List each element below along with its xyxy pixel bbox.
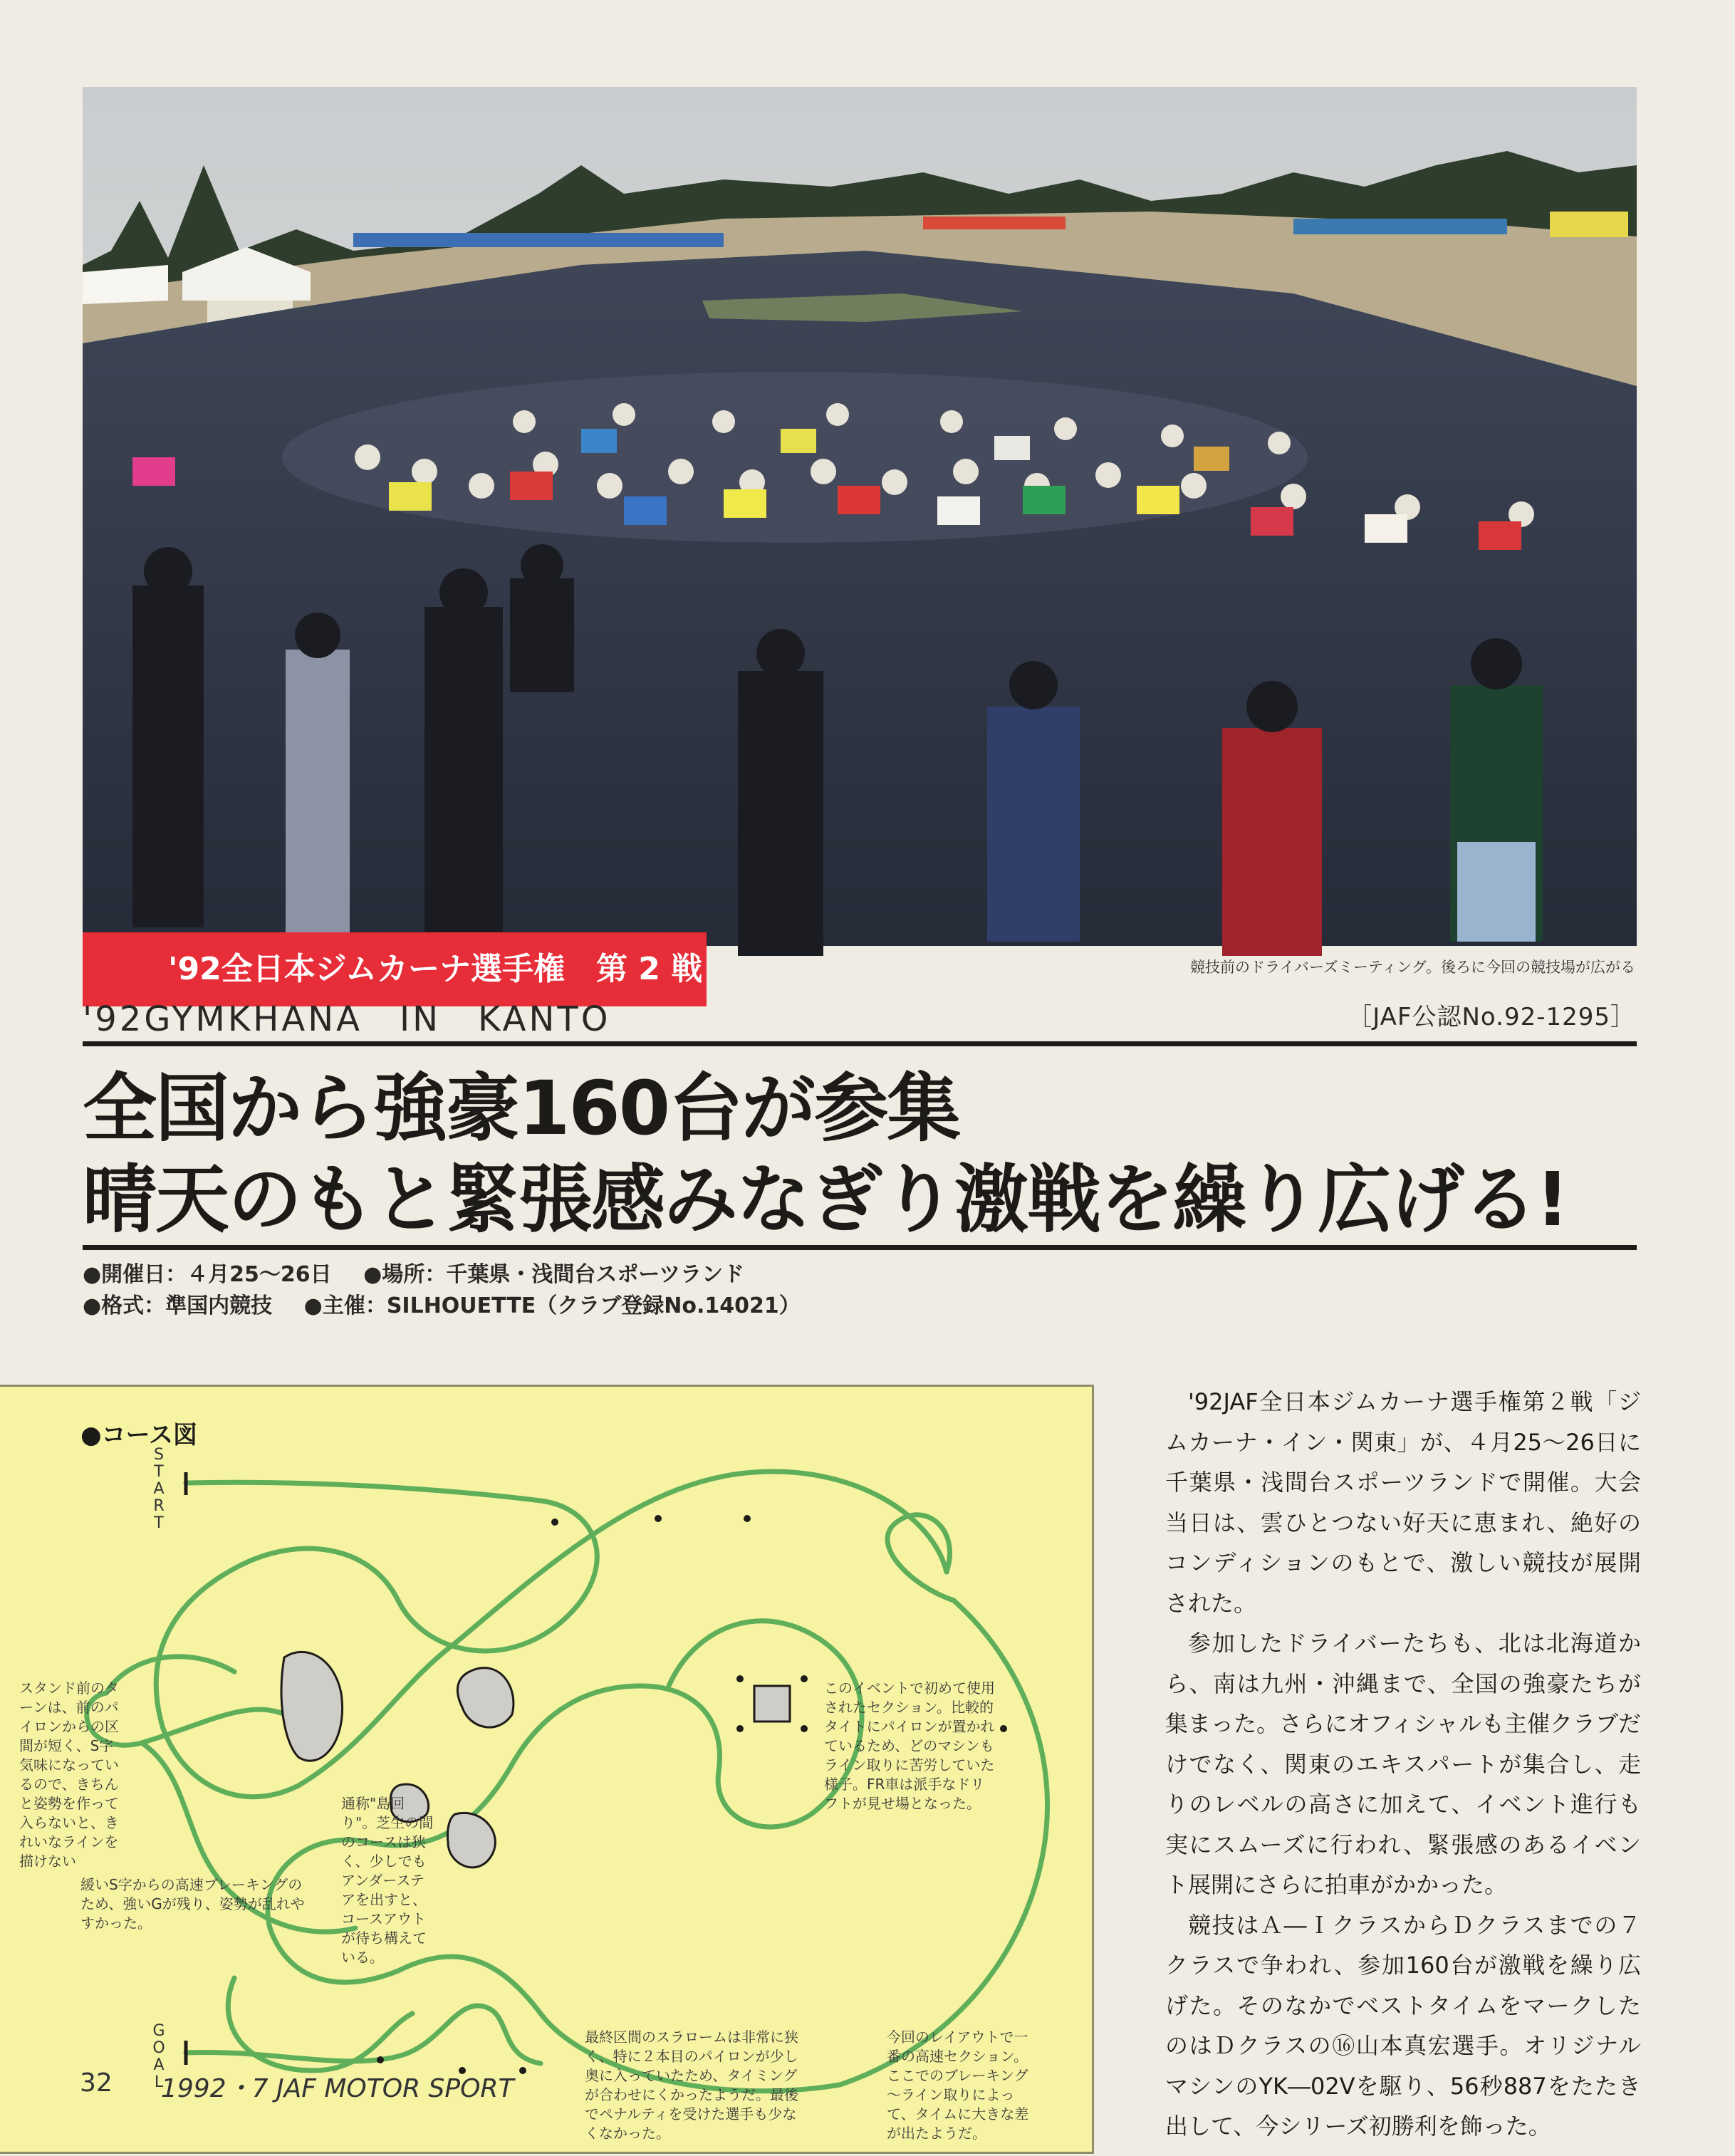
article-paragraph-2: 参加したドライバーたちも、北は北海道から、南は九州・沖縄まで、全国の強豪たちが集まった。さらにオフィシャルも主催クラブだけでなく、関東のエキスパートが集合し、走りのレベルの高さに加えて、イベント進行も実にスムーズに行われ、緊張感のあるイベント展開にさらに拍車がかかった。 [1165, 1630, 1641, 1898]
info-organizer: ●主催：SILHOUETTE（クラブ登録No.14021） [303, 1293, 801, 1318]
headline [83, 1063, 1568, 1245]
headline-line-1: 全国から強豪160台が参集 [83, 1065, 960, 1152]
drivers-meeting-photo [83, 87, 1637, 946]
magazine-name: 1992・7 JAF MOTOR SPORT [161, 2074, 514, 2103]
jaf-approval-number: ［JAF公認No.92-1295］ [1348, 1003, 1635, 1031]
event-label: '92GYMKHANA IN KANTO [83, 999, 611, 1039]
article-paragraph-1: '92JAF全日本ジムカーナ選手権第２戦「ジムカーナ・イン・関東」が、４月25～26日に千葉県・浅間台スポーツランドで開催。大会当日は、雲ひとつない好天に恵まれ、絶好のコンディションのもとで、激しい競技が展開された。 [1165, 1388, 1641, 1617]
series-banner: '92全日本ジムカーナ選手権 第 2 戦 [83, 932, 707, 1006]
info-format: ●格式：準国内競技 [83, 1293, 273, 1318]
article-paragraph-3: 競技はＡ―ＩクラスからＤクラスまでの７クラスで争われ、参加160台が激戦を繰り広げた。そのなかでベストタイムをマークしたのはＤクラスの⑯山本真宏選手。オリジナルマシンのYK―02Vを駆り、56秒887をたたき出して、今シリーズ初勝利を飾った。 [1165, 1911, 1641, 2140]
note-new-section: このイベントで初めて使用されたセクション。比較的タイトにパイロンが置かれているため、どのマシンもライン取りに苦労していた様子。FR車は派手なドリフトが見せ場となった。 [824, 1680, 995, 1812]
header-rule-top [83, 1041, 1637, 1046]
article-body [1165, 1382, 1641, 2147]
start-label-text: START [153, 1446, 165, 1532]
course-map [0, 1385, 1094, 2154]
photo-caption: 競技前のドライバーズミーティング。後ろに今回の競技場が広がる [1190, 959, 1635, 976]
note-island: 通称"島回り"。芝生の間のコースは狭く、少しでもアンダーステアを出すと、コースアウトが待ち構えている。 [341, 1795, 434, 1966]
headline-line-2: 晴天のもと緊張感みなぎり激戦を繰り広げる! [83, 1156, 1568, 1243]
start-label [150, 1447, 167, 1532]
note-slalom: 最終区間のスラロームは非常に狭く、特に２本目のパイロンが少し奥に入っていたため、タイミングが合わせにくかったようだ。最後でペナルティを受けた選手も少なくなかった。 [585, 2029, 798, 2142]
page-number: 32 [80, 2068, 113, 2098]
info-place: ●場所：千葉県・浅間台スポーツランド [363, 1262, 745, 1287]
event-info [83, 1259, 825, 1322]
header-rule-bottom [83, 1245, 1637, 1250]
course-map-title: ●コース図 [80, 1421, 197, 1449]
note-high-speed: 今回のレイアウトで一番の高速セクション。ここでのブレーキング～ライン取りによって、タイムに大きな差が出たようだ。 [887, 2029, 1029, 2142]
goal-label-text: GOAL [152, 2022, 165, 2091]
info-date: ●開催日：４月25～26日 [83, 1262, 332, 1287]
note-stand-turn: スタンド前のターンは、前のパイロンからの区間が短く、S字気味になっているので、きちんと姿勢を作って入らないと、きれいなラインを描けない [19, 1680, 119, 1870]
note-s-braking: 緩いS字からの高速ブレーキングのため、強いGが残り、姿勢が乱れやすかった。 [80, 1876, 305, 1932]
